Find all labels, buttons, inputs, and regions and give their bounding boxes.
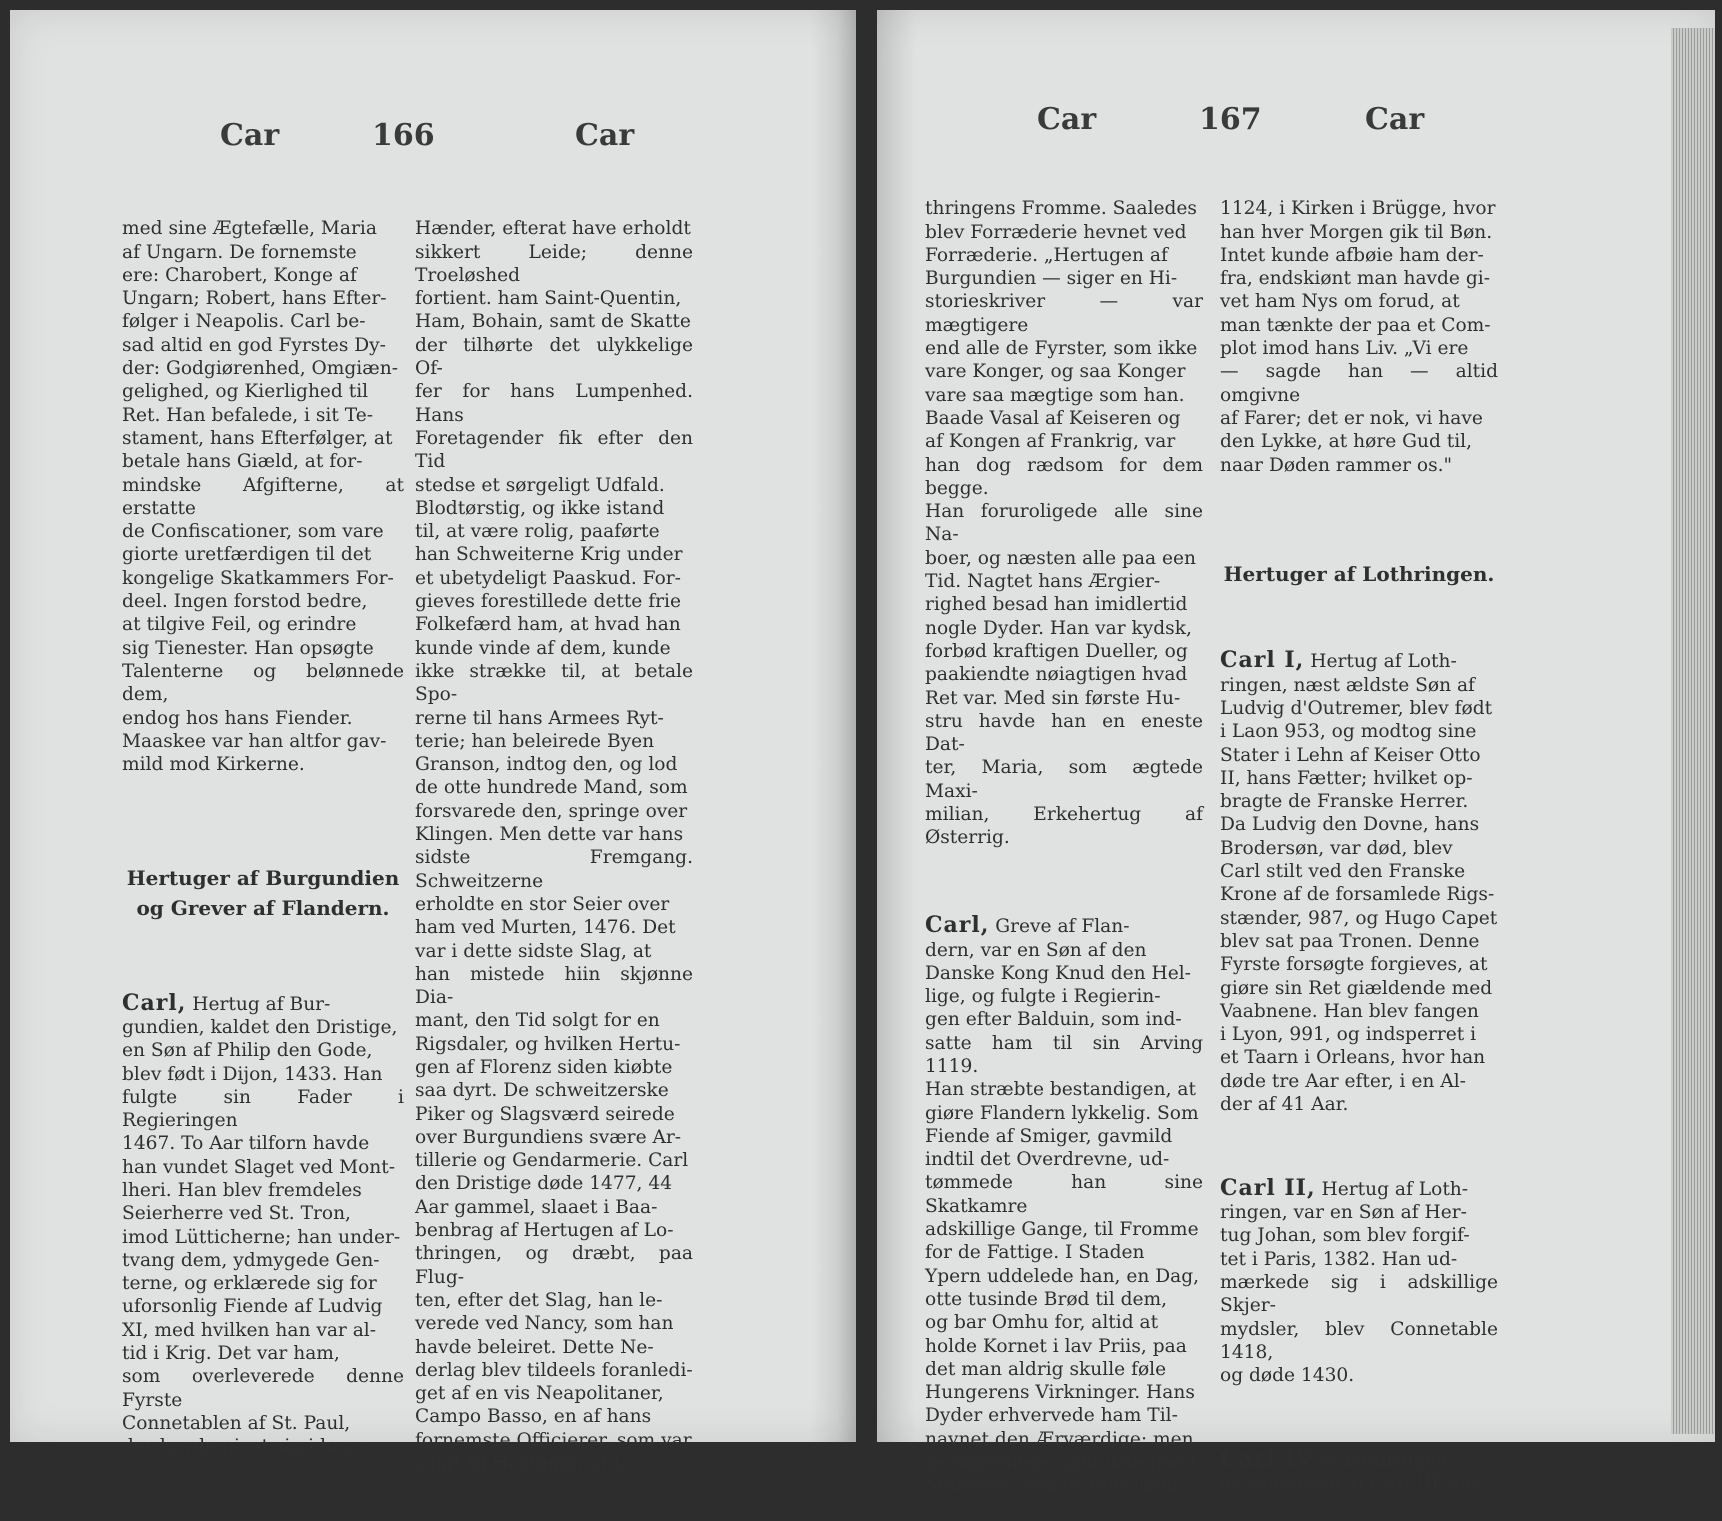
section-heading: Hertuger af Lothringen. [1223, 562, 1495, 587]
entry-lead: Carl II, [1220, 1174, 1316, 1201]
entry-lead: Carl, [122, 989, 187, 1016]
right-column-2 [1220, 174, 1498, 1519]
running-head-right: Car [1365, 102, 1425, 137]
running-head-left: Car [220, 118, 280, 153]
entry-text: Greve af Flan- dern, var en Søn af den Danske Kong Knud den Hel- lige, og fulgte i Regierin- gen efter Balduin, som ind- satte ham til sin Arving 1119. Han stræbte bestandigen, at giøre Flandern lykkelig. Som Fiende af Smiger, gavmild indtil det Overdrevne, ud- tømmede han sine Skatkamre adskillige Gange, til Fromme for de Fattige. I Staden Ypern uddelede han, en Dag, otte tusinde Brød til dem, og bar Omhu for, altid at holde Kornet i lav Priis, paa det man aldrig skulle føle Hungerens Virkninger. Hans Dyder erhvervede ham Til- navnet den Ærværdige; men de skjermede ham ikke imod Mordere, som dræbte ham, [925, 916, 1203, 1497]
entry-lead: Carl, [925, 912, 990, 939]
entry-lead: Carl I, [1220, 647, 1305, 674]
paragraph: med sine Ægtefælle, Maria af Ungarn. De fornemste ere: Charobert, Konge af Ungarn; Robert, hans Efter- følger i Neapolis. Carl be- sad altid en god Fyrstes Dy- der: Godgiørenhed, Omgiæn- gelighed, og Kierlighed til Ret. Han befalede, i sit Te- stament, hans Efterfølger, at betale hans Giæld, at for- mindske Afgifterne, at erstatte de Confiscationer, som vare giorte uretfærdigen til det kongelige Skatkammers For- deel. Ingen forstod bedre, at tilgive Feil, og erindre sig Tienester. Han opsøgte Talenterne og belønnede dem, endog hos hans Fiender. Maaskee var han altfor gav- mild mod Kirkerne. [122, 218, 404, 776]
left-page [10, 10, 856, 1475]
left-column-2 [415, 194, 693, 1499]
entry-text: Hertug af Loth- ringen, næst ældste Søn af Ludvig d'Outremer, blev født i Laon 953, og modtog sine Stater i Lehn af Keiser Otto II, hans Fætter; hvilket op- bragte de Franske Herrer. Da Ludvig den Dovne, hans Brodersøn, var død, blev Carl stilt ved den Franske Krone af de forsamlede Rigs- stænder, 987, og Hugo Capet blev sat paa Tronen. Denne Fyrste forsøgte forgieves, at giøre sin Ret giældende med Vaabnene. Han blev fangen i Lyon, 991, og indsperret i et Taarn i Orleans, hvor han døde tre Aar efter, i en Al- der af 41 Aar. [1220, 651, 1498, 1115]
paragraph: Hænder, efterat have erholdt sikkert Leide; denne Troeløshed fortient. ham Saint-Quentin, Ham, Bohain, samt de Skatte der tilhørte det ulykkelige Of- fer for hans Lumpenhed. Hans Foretagender fik efter den Tid stedse et sørgeligt Udfald. Blodtørstig, og ikke istand til, at være rolig, paaførte han Schweiterne Krig under et ubetydeligt Paaskud. For- gieves forestillede dette frie Folkefærd ham, at hvad han kunde vinde af dem, kunde ikke strække til, at betale Spo- rerne til hans Armees Ryt- terie; han beleirede Byen Granson, indtog den, og lod de otte hundrede Mand, som forsvarede den, springe over Klingen. Men dette var hans sidste Fremgang. Schweitzerne erholdte en stor Seier over ham ved Murten, 1476. Det var i dette sidste Slag, at han mistede hiin skjønne Dia- mant, den Tid solgt for en Rigsdaler, og hvilken Hertu- gen af Florenz siden kiøbte saa dyrt. De schweitzerske Piker og Slagsværd seirede over Burgundiens svære Ar- tillerie og Gendarmerie. Carl den Dristige døde 1477, 44 Aar gammel, slaaet i Baa- benbrag af Hertugen af Lo- thringen, og dræbt, paa Flug- ten, efter det Slag, han le- verede ved Nancy, som han havde beleiret. Dette Ne- derlag blev tildeels foranledi- get af en vis Neapolitaner, Campo Basso, en af hans fornemste Officierer, som var solgt til Hertugen af Lo- [415, 218, 693, 1475]
section-heading: Hertuger af Burgundien og Grever af Flandern. [126, 866, 400, 921]
entry-paragraph [1220, 1448, 1498, 1496]
entry-paragraph [1220, 649, 1498, 1116]
entry-paragraph [925, 914, 1203, 1497]
right-column-1 [925, 174, 1203, 1521]
entry-paragraph [122, 989, 404, 1459]
gutter-shadow [877, 10, 917, 1442]
page-number: 166 [372, 118, 435, 153]
page-number: 167 [1199, 102, 1262, 137]
gutter-shadow [810, 10, 856, 1442]
entry-lead: Carl IV [1220, 1446, 1314, 1473]
left-column-1 [122, 194, 404, 1482]
running-head-left: Car [1037, 102, 1097, 137]
page-edges [1671, 28, 1715, 1434]
paragraph: thringens Fromme. Saaledes blev Forræderie hevnet ved Forræderie. „Hertugen af Burgundien — siger en Hi- storieskriver — var mægtigere end alle de Fyrster, som ikke vare Konger, og saa Konger vare saa mægtige som han. Baade Vasal af Keiseren og af Kongen af Frankrig, var han dog rædsom for dem begge. Han foruroligede alle sine Na- boer, og næsten alle paa een Tid. Nagtet hans Ærgier- righed besad han imidlertid nogle Dyder. Han var kydsk, forbød kraftigen Dueller, og paakiendte nøiagtigen hvad Ret var. Med sin første Hu- stru havde han en eneste Dat- ter, Maria, som ægtede Maxi- milian, Erkehertug af Østerrig. [925, 198, 1203, 849]
entry-text: Hertug af Loth- ringen, var en Søn af Her- tug Johan, som blev forgif- tet i Paris, 1382. Han ud- mærkede sig i adskillige Skjer- mydsler, blev Connetable 1418, og døde 1430. [1220, 1178, 1498, 1387]
right-page [877, 10, 1715, 1497]
entry-text: af Lothringen, en Sønnesøn af Carl III, var [1220, 1450, 1481, 1495]
paragraph: 1124, i Kirken i Brügge, hvor han hver Morgen gik til Bøn. Intet kunde afbøie ham der- fra, endskiønt man havde gi- vet ham Nys om forud, at man tænkte der paa et Com- plot imod hans Liv. „Vi ere — sagde han — altid omgivne af Farer; det er nok, vi have den Lykke, at høre Gud til, naar Døden rammer os." [1220, 198, 1498, 476]
entry-paragraph [1220, 1174, 1498, 1388]
entry-text: Hertug af Bur- gundien, kaldet den Dristige, en Søn af Philip den Gode, blev født i Dijon, 1433. Han fulgte sin Fader i Regieringen 1467. To Aar tilforn havde han vundet Slaget ved Mont- lheri. Han blev fremdeles Seierherre ved St. Tron, imod Lütticherne; han under- tvang dem, ydmygede Gen- terne, og erklærede sig for uforsonlig Fiende af Ludvig XI, med hvilken han var al- tid i Krig. Det var ham, som overleverede denne Fyrste Connetablen af St. Paul, der havde givet sig i hans [122, 993, 404, 1458]
running-head-right: Car [575, 118, 635, 153]
